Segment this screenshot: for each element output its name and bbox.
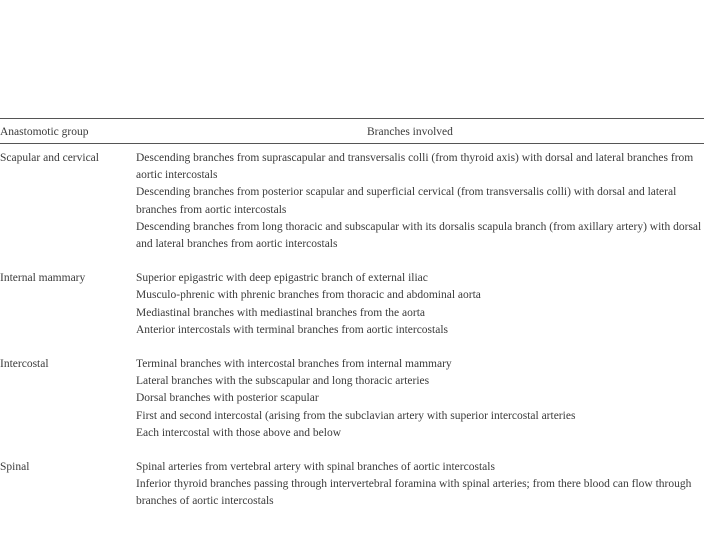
branch-item: Inferior thyroid branches passing through intervertebral foramina with spinal arteries; from there blood can flow through branches of aortic intercostals: [136, 478, 692, 508]
anastomoses-table: [0, 118, 704, 511]
table-header: [0, 119, 704, 143]
table-row: [0, 150, 704, 253]
group-name: Spinal: [0, 461, 30, 474]
header-rule: [0, 143, 704, 144]
branch-item: Spinal arteries from vertebral artery with spinal branches of aortic intercostals: [136, 461, 495, 474]
branch-item: First and second intercostal (arising from the subclavian artery with superior intercostal arteries: [136, 409, 576, 422]
branch-item: Descending branches from suprascapular and transversalis colli (from thyroid axis) with dorsal and lateral branches from aortic intercostals: [136, 152, 694, 182]
group-name: Internal mammary: [0, 272, 86, 285]
group-name: Scapular and cervical: [0, 152, 99, 164]
branch-item: Each intercostal with those above and below: [136, 426, 342, 439]
branch-item: Lateral branches with the subscapular and long thoracic arteries: [136, 375, 430, 388]
branch-item: Mediastinal branches with mediastinal branches from the aorta: [136, 306, 425, 319]
branch-item: Anterior intercostals with terminal branches from aortic intercostals: [136, 323, 448, 336]
table-row: [0, 356, 704, 442]
header-branches-involved: Branches involved: [367, 126, 453, 138]
table-row: [0, 270, 704, 339]
branch-list: [136, 356, 704, 442]
branch-list: [136, 270, 704, 339]
branch-item: Dorsal branches with posterior scapular: [136, 392, 319, 405]
branch-item: Descending branches from long thoracic and subscapular with its dorsalis scapula branch (from axillary artery) with dorsal and lateral branches from aortic intercostals: [136, 220, 702, 251]
branch-item: Terminal branches with intercostal branches from internal mammary: [136, 358, 452, 371]
branch-item: Descending branches from posterior scapular and superficial cervical (from transversalis colli) with dorsal and lateral branches from aortic intercostals: [136, 186, 677, 216]
branch-item: Musculo-phrenic with phrenic branches from thoracic and abdominal aorta: [136, 289, 481, 302]
branch-list: [136, 150, 704, 253]
group-name: Intercostal: [0, 358, 49, 371]
table-row: [0, 459, 704, 511]
header-anastomotic-group: Anastomotic group: [0, 126, 89, 138]
branch-list: [136, 459, 704, 511]
branch-item: Superior epigastric with deep epigastric branch of external iliac: [136, 272, 428, 285]
